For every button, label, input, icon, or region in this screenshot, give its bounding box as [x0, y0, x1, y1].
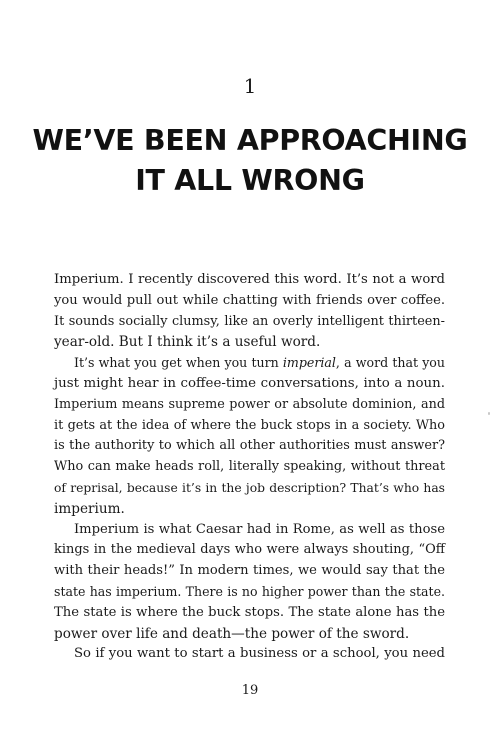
- text-line: Imperium is what Caesar had in Rome, as well as those: [74, 521, 445, 537]
- text-line: Who can make heads roll, literally speaking, without threat: [54, 459, 445, 475]
- body-text: [54, 270, 445, 665]
- text-line: imperium.: [54, 500, 125, 517]
- page-number: 19: [241, 683, 259, 698]
- text-line: is the authority to which all other authorities must answer?: [54, 438, 445, 454]
- text-line: year-old. But I think it’s a useful word.: [54, 334, 321, 351]
- text-line: Imperium means supreme power or absolute dominion, and: [54, 396, 445, 412]
- text-line: It sounds socially clumsy, like an overly intelligent thirteen-: [54, 313, 445, 329]
- text-line: So if you want to start a business or a school, you need: [74, 646, 445, 662]
- text-line: with their heads!” In modern times, we would say that the: [54, 563, 445, 579]
- text-line: It’s what you get when you turn imperial, a word that you: [74, 355, 445, 371]
- text-line: state has imperium. There is no higher power than the state.: [54, 583, 445, 599]
- chapter-number: 1: [243, 74, 257, 98]
- chapter-title-line: WE’VE BEEN APPROACHING: [32, 124, 468, 157]
- text-line: kings in the medieval days who were always shouting, “Off: [54, 542, 445, 558]
- text-line: power over life and death—the power of the sword.: [54, 625, 410, 642]
- chapter-title-line: IT ALL WRONG: [135, 164, 365, 197]
- text-line: you would pull out while chatting with friends over coffee.: [54, 292, 445, 308]
- scan-speck: [488, 412, 490, 415]
- text-line: just might hear in coffee-time conversations, into a noun.: [54, 375, 445, 391]
- text-line: of reprisal, because it’s in the job description? That’s who has: [54, 480, 445, 495]
- text-line: it gets at the idea of where the buck stops in a society. Who: [54, 417, 445, 433]
- chapter-title: [0, 121, 500, 201]
- emphasized-word: imperial: [282, 355, 336, 371]
- text-line: The state is where the buck stops. The state alone has the: [54, 604, 445, 620]
- text-line: Imperium. I recently discovered this word. It’s not a word: [54, 272, 445, 287]
